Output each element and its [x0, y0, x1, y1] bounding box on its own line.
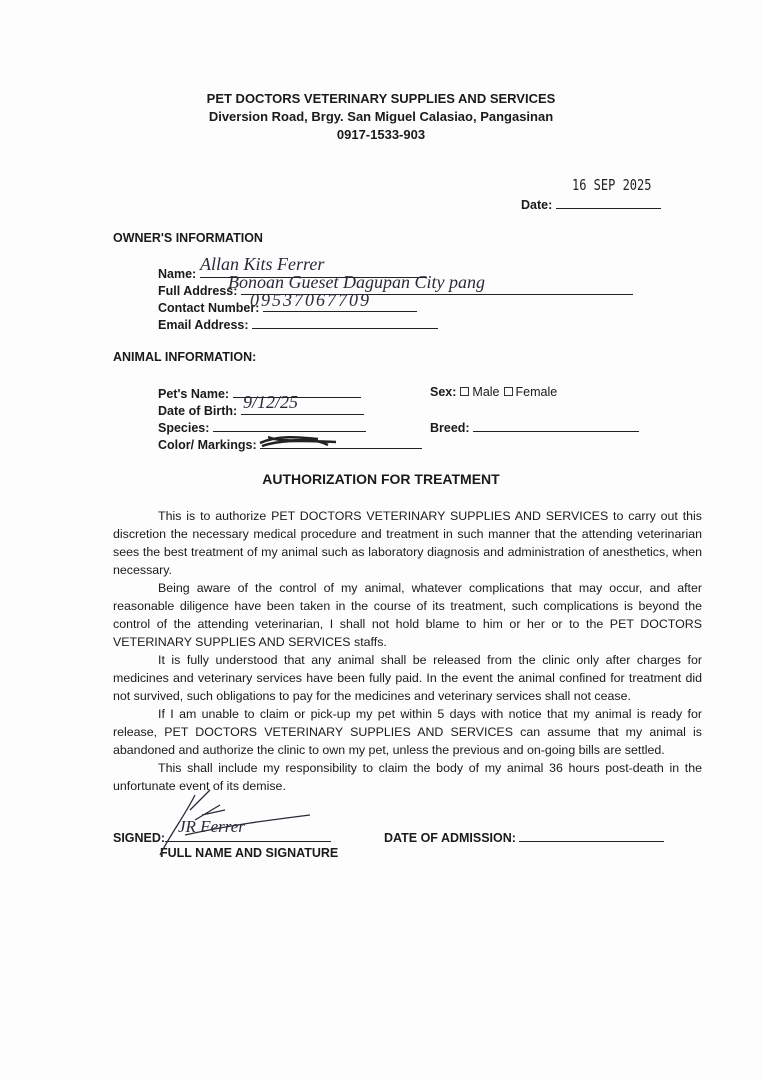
authorization-body [113, 507, 702, 795]
dob-label: Date of Birth: [158, 404, 238, 418]
species-label: Species: [158, 421, 210, 435]
dob-handwritten: 9/12/25 [243, 392, 299, 412]
sex-field [430, 385, 557, 399]
owner-name-handwritten: Allan Kits Ferrer [200, 254, 325, 274]
owner-contact-handwritten: 09537067709 [250, 290, 371, 310]
pet-name-label: Pet's Name: [158, 387, 230, 401]
date-label: Date: [521, 198, 553, 212]
date-stamp: 16 SEP 2025 [572, 176, 652, 194]
paragraph: This is to authorize PET DOCTORS VETERINARY SUPPLIES AND SERVICES to carry out this discretion the necessary medical procedure and treatment in such manner that the attending veterinarian sees the best treatment of my animal such as laboratory diagnosis and administration of anesthetics, when necessary. [113, 509, 702, 577]
company-address: Diversion Road, Brgy. San Miguel Calasiao, Pangasinan [208, 109, 554, 124]
owner-address-handwritten: Bonoan Gueset Dagupan City pang [228, 272, 485, 292]
owner-heading: OWNER'S INFORMATION [113, 231, 263, 245]
company-name: PET DOCTORS VETERINARY SUPPLIES AND SERVICES [206, 91, 556, 106]
email-label: Email Address: [158, 318, 249, 332]
admission-date-field[interactable] [384, 829, 664, 845]
paragraph: It is fully understood that any animal shall be released from the clinic only after charges for medicines and veterinary services have been fully paid. In the event the animal confined for treatment did not survived, such obligations to pay for the medicines and veterinary services shall not cease. [113, 653, 702, 703]
female-label: Female [515, 385, 558, 399]
company-phone: 0917-1533-903 [336, 127, 426, 142]
address-label: Full Address: [158, 284, 238, 298]
breed-field[interactable] [430, 419, 639, 435]
date-field[interactable] [521, 196, 661, 212]
paragraph: This shall include my responsibility to claim the body of my animal 36 hours post-death in the unfortunate event of its demise. [113, 761, 702, 793]
signed-label: SIGNED: [113, 831, 166, 845]
scribbled-out-marking [258, 433, 338, 449]
animal-heading: ANIMAL INFORMATION: [113, 350, 257, 364]
paragraph: Being aware of the control of my animal, whatever complications that may occur, and after reasonable diligence have been taken in the course of its treatment, such complications is beyond the control of the attending veterinarian, I shall not hold blame to him or her or to the PET DOCTORS VETERINARY SUPPLIES AND SERVICES staffs. [113, 581, 702, 649]
owner-email-field[interactable] [158, 316, 438, 332]
male-checkbox[interactable] [460, 387, 469, 396]
signature-name-handwritten: JR Ferrer [178, 817, 245, 836]
authorization-title: AUTHORIZATION FOR TREATMENT [262, 471, 500, 487]
female-checkbox[interactable] [504, 387, 513, 396]
breed-label: Breed: [430, 421, 470, 435]
contact-label: Contact Number: [158, 301, 260, 315]
color-label: Color/ Markings: [158, 438, 257, 452]
male-label: Male [472, 385, 500, 399]
signature-caption: FULL NAME AND SIGNATURE [160, 846, 339, 860]
admission-label: DATE OF ADMISSION: [384, 831, 516, 845]
sex-label: Sex: [430, 385, 457, 399]
name-label: Name: [158, 267, 197, 281]
paragraph: If I am unable to claim or pick-up my pet within 5 days with notice that my animal is ready for release, PET DOCTORS VETERINARY SUPPLIES AND SERVICES can assume that my animal is abandoned and authorize the clinic to own my pet, unless the previous and on-going bills are settled. [113, 707, 702, 757]
